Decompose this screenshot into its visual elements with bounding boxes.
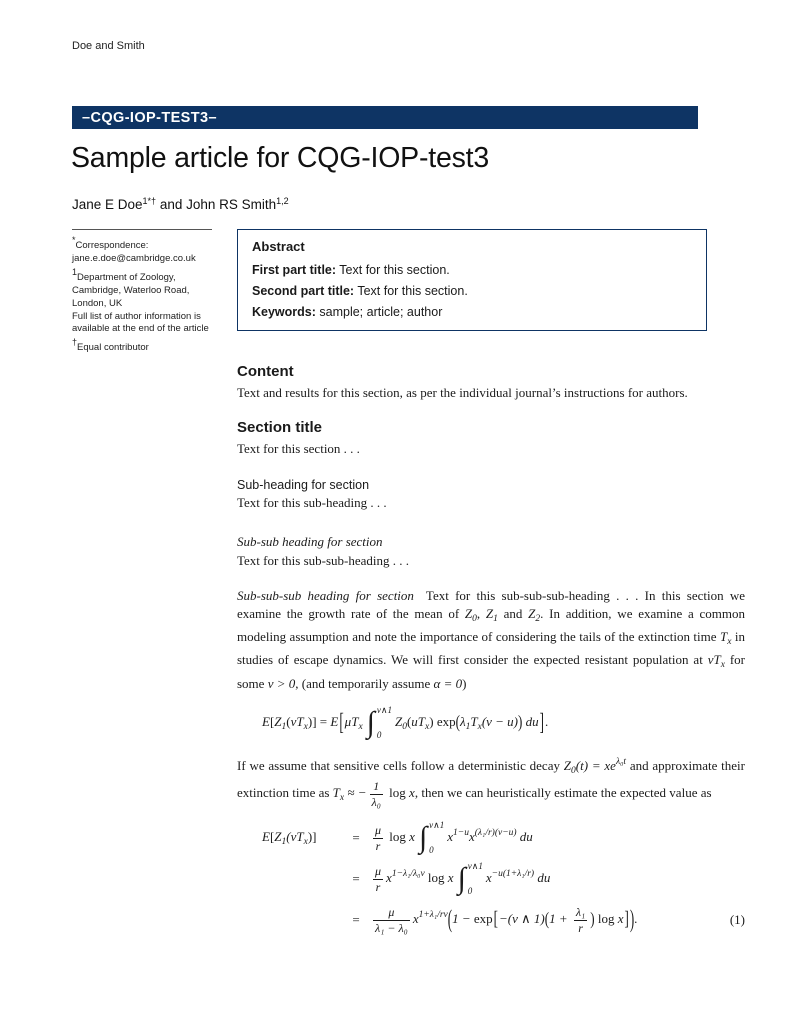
equation-row: [262, 821, 745, 855]
equation-rhs: $\frac{\mu}{\text{λ₁ − λ₀}}$ $x^{1+\lambda_1/rv}(1 - \exp[-(v$ ∧ 1)(1 + $\frac{\text{λ₁}}{r}$ ) log x]).: [375, 903, 638, 935]
abstract-row-text: Text for this section.: [336, 263, 450, 277]
correspondence-label: *Correspondence:: [72, 235, 149, 251]
abstract-row-label: Second part title:: [252, 284, 355, 298]
running-head: Doe and Smith: [72, 40, 145, 52]
equation-rhs: $\frac{\mu}{r}$ $x^{1-\lambda_1/\lambda_0v}$ log x ∫ v∧1 0 $x^{-u(1+\lambda_1/r)}$ du: [375, 861, 551, 897]
keywords-text: sample; article; author: [315, 305, 443, 319]
display-equation: $E[Z_1(vT_x)] = E[\mu T_x$ ∫ v∧1 0 $Z_0(uT_x) \exp(\lambda_1T_x(v - u))$ du].: [262, 704, 549, 740]
sub-sub-sub-paragraph: Sub-sub-sub heading for section Text for this sub-sub-sub-heading . . . In this section we examine the growth rate of the mean of $Z_0$, $Z_1$ and $Z_2$. In addition, we examine a common modeling assumption and note the importance of considering the tails of the extinction time $T_x$ in studies of escape dynamics. We will first consider the expected resistant population at $vT_x$ for some v > 0, (and temporarily assume α = 0): [237, 587, 745, 691]
equation-row: [262, 903, 745, 937]
equals-sign: =: [352, 830, 360, 846]
equals-sign: =: [352, 912, 360, 928]
correspondence-rule: [72, 229, 212, 230]
abstract-row: [252, 305, 692, 319]
affiliation-line: London, UK: [72, 297, 123, 309]
abstract-row: [252, 263, 692, 277]
keywords-label: Keywords:: [252, 305, 316, 319]
section-paragraph: Text for this section . . .: [237, 441, 360, 457]
decay-paragraph: If we assume that sensitive cells follow a deterministic decay $Z_0(t) = xe^{\lambda_0t}$ and approximate their extinction time as $T_x$ ≈ − $\frac{1}{\text{λ₀}}$ log x, then we can heuristically estimate the expected value as: [237, 756, 745, 809]
content-heading: Content: [237, 363, 294, 380]
abstract-box: [237, 229, 707, 331]
author-line: Jane E Doe$^{1*\dagger}$ and John RS Smith$^{1,2}$: [72, 196, 289, 212]
correspondence-block: [72, 229, 227, 355]
journal-banner: [72, 106, 698, 129]
author-info-note: available at the end of the article: [72, 323, 209, 335]
author-info-note: Full list of author information is: [72, 310, 201, 322]
equal-contributor-note: †Equal contributor: [72, 337, 149, 354]
abstract-row-label: First part title:: [252, 263, 337, 277]
equals-sign: =: [352, 871, 360, 887]
abstract-row-text: Text for this section.: [354, 284, 468, 298]
section-title-heading: Section title: [237, 419, 323, 437]
correspondence-email: jane.e.doe@cambridge.co.uk: [72, 252, 196, 264]
sub-heading-paragraph: Text for this sub-heading . . .: [237, 495, 387, 511]
abstract-heading: Abstract: [252, 239, 305, 254]
article-title: Sample article for CQG-IOP-test3: [71, 142, 490, 174]
equation-rhs: $\frac{\mu}{r}$ log x ∫ v∧1 0 $x^{1-u}x^{(\lambda_1/r)(v-u)}$ du: [375, 820, 533, 856]
equation-lhs: $E[Z_1(vT_x)]$: [262, 829, 317, 848]
content-paragraph: Text and results for this section, as per the individual journal’s instructions for authors.: [237, 385, 688, 400]
equation-block-1: [262, 821, 745, 937]
article-body: [237, 363, 745, 950]
affiliation-line: Cambridge, Waterloo Road,: [72, 284, 190, 296]
affiliation-line: 1Department of Zoology,: [72, 266, 176, 283]
journal-banner-label: –CQG-IOP-TEST3–: [82, 109, 217, 126]
sub-sub-heading-paragraph: Text for this sub-sub-heading . . .: [237, 552, 410, 568]
sub-heading: Sub-heading for section: [237, 478, 370, 493]
equation-number: (1): [729, 912, 745, 928]
sub-sub-heading: Sub-sub heading for section: [237, 533, 383, 549]
equation-row: [262, 862, 745, 896]
abstract-row: [252, 284, 692, 298]
